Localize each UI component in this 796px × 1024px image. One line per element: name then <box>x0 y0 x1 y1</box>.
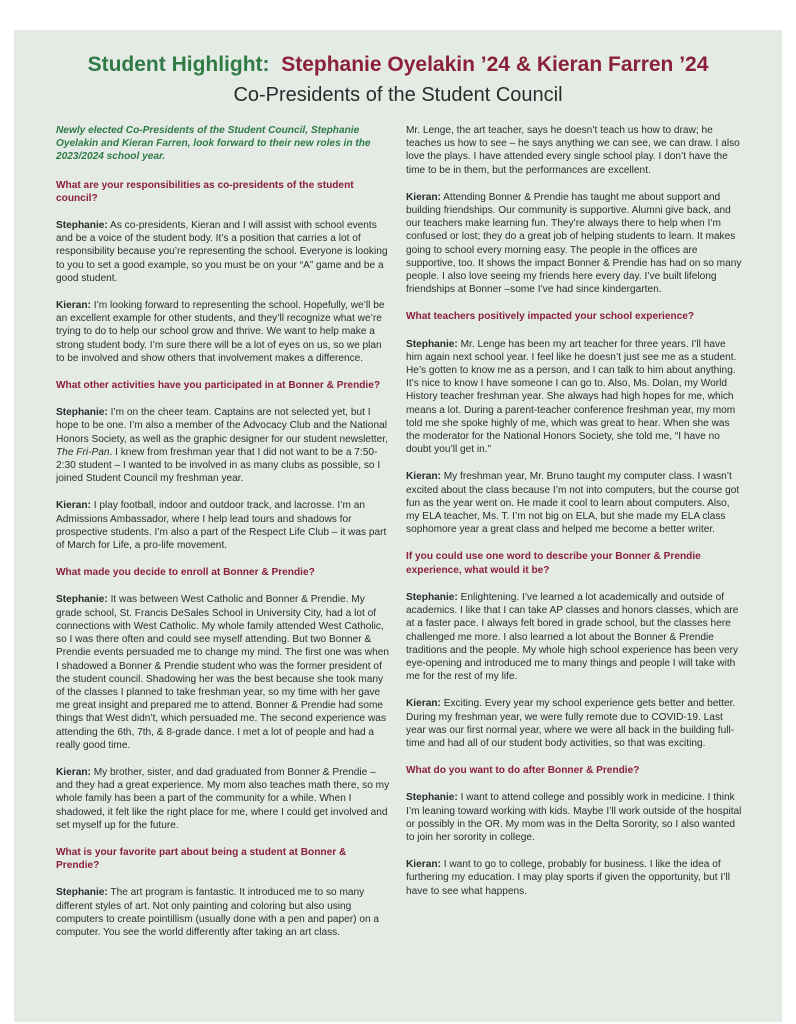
answer-text: I’m on the cheer team. Captains are not selected yet, but I hope to be one. I’m also a member of the Advocacy Club and the National Honors Society, as well as the graphic designer for our student newsletter, <box>56 407 388 445</box>
speaker-label: Kieran: <box>56 300 91 312</box>
speaker-label: Stephanie: <box>56 594 108 606</box>
answer-paragraph <box>56 499 392 552</box>
answer-paragraph <box>406 338 742 457</box>
answer-paragraph <box>56 299 392 365</box>
question-responsibilities: What are your responsibilities as co-presidents of the student council? <box>56 179 354 204</box>
answer-paragraph <box>406 191 742 297</box>
speaker-label: Kieran: <box>406 698 441 710</box>
answer-text: I want to go to college, probably for business. I like the idea of furthering my education. I may play sports if given the opportunity, but I’ll have to see what happens. <box>406 859 730 897</box>
left-column <box>56 124 392 953</box>
speaker-label: Kieran: <box>56 500 91 512</box>
answer-text: . I knew from freshman year that I did not want to be a 7:50-2:30 student – I wanted to be involved in as many clubs as possible, so I joined Student Council my freshman year. <box>56 446 381 485</box>
title-label: Student Highlight: <box>87 53 270 76</box>
answer-text: Mr. Lenge has been my art teacher for three years. I’ll have him again next school year. I feel like he doesn’t just see me as a student. He’s gotten to know me as a person, and I can talk to him about anything. It’s nice to know I have someone I can go to. Also, Ms. Dolan, my World History teacher freshman year. She always had high hopes for me, which means a lot. During a parent-teacher conference freshman year, my mom told me she spoke highly of me, which was great to hear. When she was the moderator for the National Honors Society, she told me, “I have no doubt you’ll get in.” <box>406 338 737 456</box>
answer-text: My freshman year, Mr. Bruno taught my computer class. I wasn’t excited about the class because I’m not into computers, but the course got fun as the year went on. He made it cool to learn about computers. Also, my ELA teacher, Ms. T. I’m not big on ELA, but she made my ELA class sophomore year a great class and helped me become a better writer. <box>406 471 740 536</box>
speaker-label: Stephanie: <box>56 407 108 419</box>
question-enroll: What made you decide to enroll at Bonner & Prendie? <box>56 567 315 579</box>
speaker-label: Stephanie: <box>406 792 458 804</box>
answer-paragraph <box>406 591 742 683</box>
answer-text: My brother, sister, and dad graduated from Bonner & Prendie – and they had a great experience. My mom also teaches math there, so my whole family has been a part of the community for a while. When I shadowed, it felt like the right place for me, where I could get involved and set myself up for the future. <box>56 766 390 831</box>
question-teachers: What teachers positively impacted your school experience? <box>406 311 695 323</box>
answer-text: I want to attend college and possibly work in medicine. I think I’m leaning toward working with kids. Maybe I’ll work outside of the hospital or possibly in the OR. My mom was in the Delta Sorority, so I also wanted to join her sorority in college. <box>406 792 742 843</box>
answer-paragraph <box>56 766 392 832</box>
speaker-label: Kieran: <box>56 766 91 778</box>
answer-text: Exciting. Every year my school experience gets better and better. During my freshman year, we were fully remote due to COVID-19. Last year was our first normal year, where we were all back in the building full-time and had all of our student body activities, so that was exciting. <box>406 698 736 749</box>
page-subtitle: Co-Presidents of the Student Council <box>233 84 563 106</box>
speaker-label: Stephanie: <box>406 338 458 350</box>
speaker-label: Kieran: <box>406 191 441 203</box>
answer-text: I play football, indoor and outdoor track, and lacrosse. I’m an Admissions Ambassador, where I help lead tours and shadows for prospective students. I’m also a part of the Respect Life Club – it was part of March for Life, a pro-life movement. <box>56 500 387 552</box>
title-names: Stephanie Oyelakin ’24 & Kieran Farren ’24 <box>281 53 709 76</box>
speaker-label: Stephanie: <box>56 220 108 232</box>
right-column <box>406 124 742 912</box>
answer-text: The art program is fantastic. It introduced me to so many different styles of art. Not only painting and coloring but also using computers to create pointillism (usually done with a pen and paper) on a computer. You see the world differently after taking an art class. <box>56 887 380 938</box>
speaker-label: Kieran: <box>406 859 441 871</box>
answer-paragraph <box>56 406 392 485</box>
question-favorite-part: What is your favorite part about being a student at Bonner & Prendie? <box>56 846 347 872</box>
speaker-label: Stephanie: <box>406 591 458 603</box>
answer-text: As co-presidents, Kieran and I will assist with school events and be a voice of the student body. It’s a position that carries a lot of responsibility because you’re representing the school. Everyone is looking to you to set a good example, so you must be on your “A” game and be a good student. <box>56 220 388 284</box>
publication-title: The Fri-Pan <box>56 446 110 458</box>
answer-paragraph <box>56 219 392 285</box>
answer-paragraph <box>56 886 392 939</box>
speaker-label: Stephanie: <box>56 887 108 899</box>
answer-paragraph <box>406 858 742 898</box>
page-title <box>0 52 796 78</box>
question-activities: What other activities have you participated in at Bonner & Prendie? <box>56 380 381 392</box>
answer-paragraph <box>406 791 742 844</box>
answer-continued: Mr. Lenge, the art teacher, says he doesn’t teach us how to draw; he teaches us how to see – he says anything we can see, we can draw. I also love the plays. I have attended every single school play. I don’t have the time to be in them, but the performances are excellent. <box>406 125 740 176</box>
question-after-school: What do you want to do after Bonner & Prendie? <box>406 765 640 777</box>
answer-text: I’m looking forward to representing the school. Hopefully, we’ll be an excellent example for other students, and they’ll recognize what we’re trying to do to help our school grow and thrive. We want to help make a strong student body. I’m sure there will be a lot of eyes on us, so we plan to be involved and show others that involvement makes a difference. <box>56 300 385 364</box>
question-one-word: If you could use one word to describe your Bonner & Prendie experience, what would it be? <box>406 551 701 576</box>
answer-paragraph <box>406 697 742 750</box>
answer-text: It was between West Catholic and Bonner & Prendie. My grade school, St. Francis DeSales School in University City, had a lot of connections with West Catholic. My whole family attended West Catholic, so I was there often and could see myself attending. But two Bonner & Prendie events persuaded me to change my mind. The first one was when I shadowed a Bonner & Prendie student who was the former president of the student council. Shadowing her was the best because she took many of the classes I planned to take freshman year, so my time with her gave me great insight and prepared me to attend. Bonner & Prendie had some things that West didn’t, which persuaded me. The second experience was attending the 6th, 7th, & 8-grade dance. I met a lot of people and had a really good time. <box>56 594 389 751</box>
answer-paragraph <box>406 470 742 536</box>
answer-paragraph <box>56 593 392 751</box>
answer-text: Attending Bonner & Prendie has taught me about support and building friendships. Our community is supportive. Alumni give back, and our teachers make learning fun. They’re always there to help when I’m confused or lost; they do a great job of helping students to learn. It makes going to school every morning easy. The people in the offices are supportive, too. It shows the impact Bonner & Prendie has had on so many people. I also love seeing my friends here every day. I’ve built lifelong friendships at Bonner –some I’ve had since kindergarten. <box>406 191 742 296</box>
speaker-label: Kieran: <box>406 471 441 483</box>
answer-text: Enlightening. I’ve learned a lot academically and outside of academics. I like that I can take AP classes and honors classes, which are at a faster pace. I always felt bored in grade school, but the classes here challenged me more. I also learned a lot about the Bonner & Prendie traditions and the people. My whole high school experience has been very eye-opening and introduced me to many things and people I will take with me for the rest of my life. <box>406 591 739 683</box>
intro-paragraph: Newly elected Co-Presidents of the Student Council, Stephanie Oyelakin and Kieran Farren, look forward to their new roles in the 2023/2024 school year. <box>56 125 371 163</box>
